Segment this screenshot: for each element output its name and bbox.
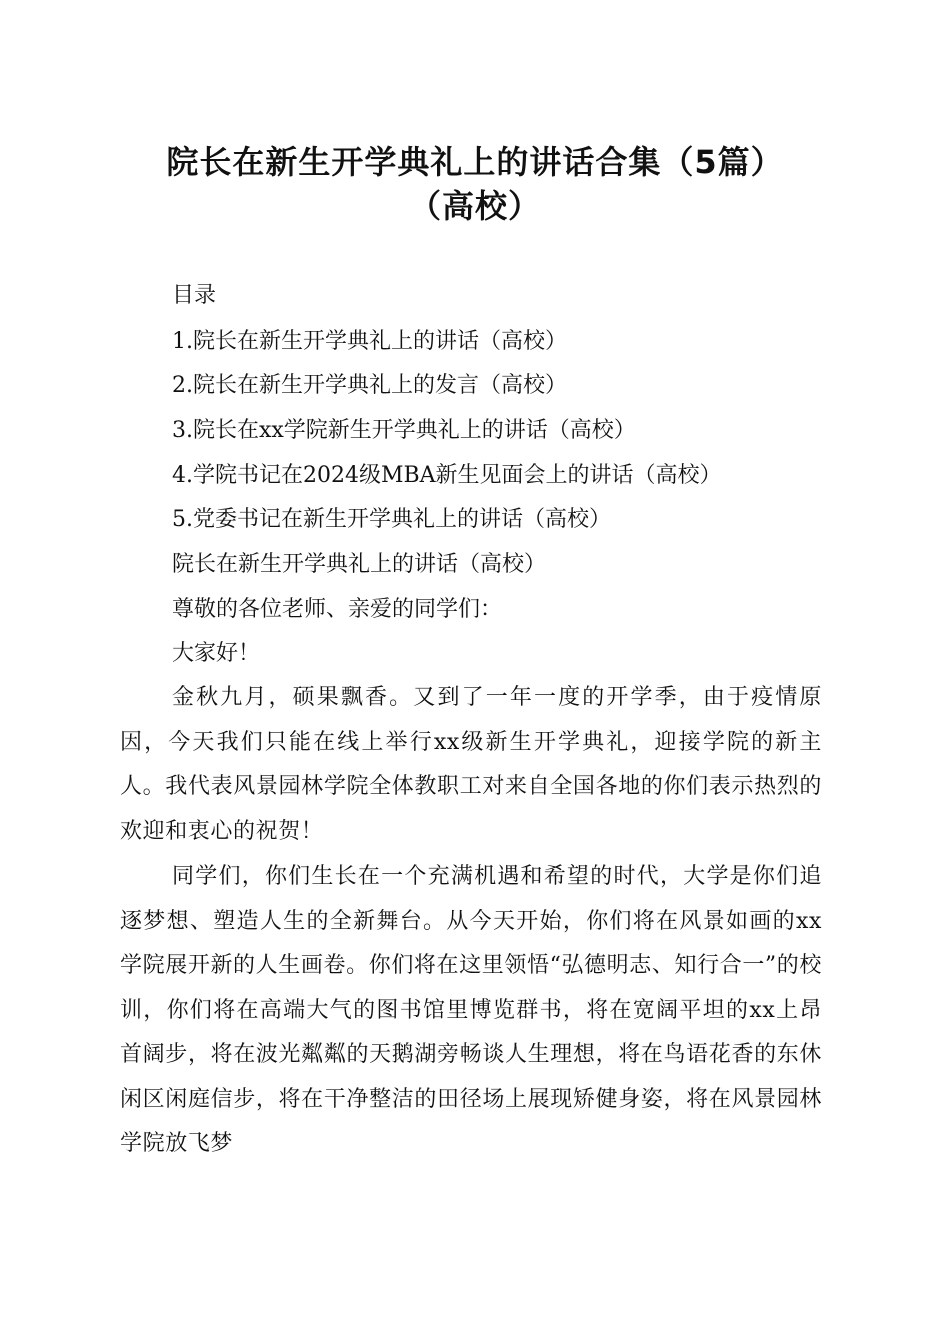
toc-heading: 目录 xyxy=(172,283,217,308)
body-paragraph: 同学们，你们生长在一个充满机遇和希望的时代，大学是你们追逐梦想、塑造人生的全新舞台。从今天开始，你们将在风景如画的xx学院展开新的人生画卷。你们将在这里领悟“弘德明志、知行合一”的校训，你们将在高端大气的图书馆里博览群书，将在宽阔平坦的xx上昂首阔步，将在波光粼粼的天鹅湖旁畅谈人生理想，将在鸟语花香的东休闲区闲庭信步，将在干净整洁的田径场上展现矫健身姿，将在风景园林学院放飞梦 xyxy=(120,864,822,1156)
section-title: 院长在新生开学典礼上的讲话（高校） xyxy=(172,552,547,577)
body-paragraph: 金秋九月，硕果飘香。又到了一年一度的开学季，由于疫情原因，今天我们只能在线上举行xx级新生开学典礼，迎接学院的新主人。我代表风景园林学院全体教职工对来自全国各地的你们表示热烈的欢迎和衷心的祝贺！ xyxy=(120,685,822,844)
document-subtitle: （高校） xyxy=(408,187,541,225)
toc-item: 2.院长在新生开学典礼上的发言（高校） xyxy=(172,373,567,398)
salutation: 尊敬的各位老师、亲爱的同学们： xyxy=(172,597,503,622)
toc-item: 3.院长在xx学院新生开学典礼上的讲话（高校） xyxy=(172,418,636,443)
greeting: 大家好！ xyxy=(172,641,261,666)
toc-item: 1.院长在新生开学典礼上的讲话（高校） xyxy=(172,329,567,354)
document-title: 院长在新生开学典礼上的讲话合集（5篇） xyxy=(166,143,784,181)
toc-item: 5.党委书记在新生开学典礼上的讲话（高校） xyxy=(172,507,611,532)
toc-item: 4.学院书记在2024级MBA新生见面会上的讲话（高校） xyxy=(172,463,722,488)
